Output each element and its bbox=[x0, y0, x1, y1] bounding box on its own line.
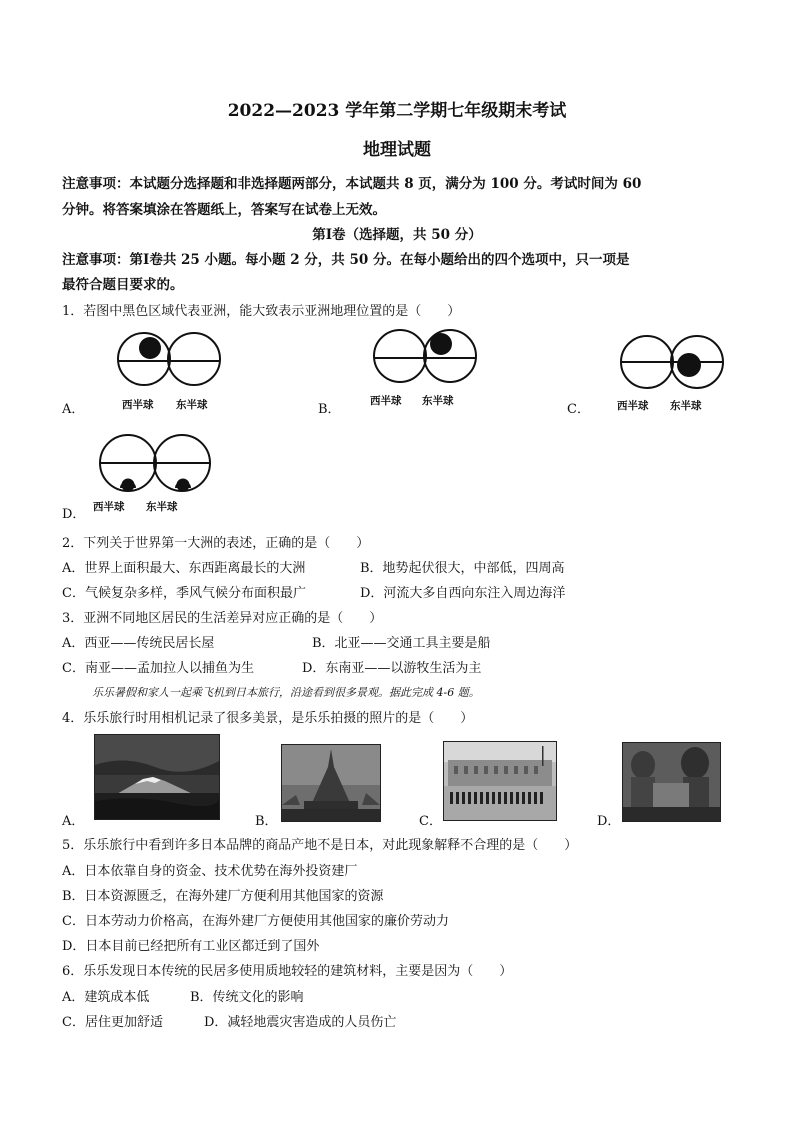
globe-label-east: 东半球 bbox=[176, 399, 208, 411]
q2-option-b: B．地势起伏很大，中部低，四周高 bbox=[360, 561, 565, 576]
q2-option-a: A．世界上面积最大、东西距离最长的大洲 bbox=[62, 561, 306, 576]
photo-mount-fuji bbox=[94, 734, 220, 820]
q3-option-d: D．东南亚——以游牧生活为主 bbox=[302, 661, 482, 676]
q6-stem: 6．乐乐发现日本传统的民居多使用质地较轻的建筑材料，主要是因为（ ） bbox=[62, 964, 513, 979]
globe-label-east: 东半球 bbox=[670, 400, 702, 412]
globe-pair-d bbox=[99, 432, 211, 494]
globe-pair-b bbox=[373, 327, 479, 385]
globe-label-east: 东半球 bbox=[146, 501, 178, 513]
q4-stem: 4．乐乐旅行时用相机记录了很多美景，是乐乐拍摄的照片的是（ ） bbox=[62, 711, 474, 726]
globe-label-east: 东半球 bbox=[422, 395, 454, 407]
photo-palace-guards bbox=[443, 741, 557, 821]
q2-option-c: C．气候复杂多样，季风气候分布面积最广 bbox=[62, 586, 306, 601]
section-note-2: 最符合题目要求的。 bbox=[62, 277, 184, 293]
exam-subtitle: 地理试题 bbox=[363, 140, 431, 160]
q6-option-b: B．传统文化的影响 bbox=[190, 990, 304, 1005]
q2-option-d: D．河流大多自西向东注入周边海洋 bbox=[360, 586, 566, 601]
q5-stem: 5．乐乐旅行中看到许多日本品牌的商品产地不是日本，对此现象解释不合理的是（ ） bbox=[62, 838, 578, 853]
exam-title: 2022—2023 学年第二学期七年级期末考试 bbox=[227, 101, 567, 121]
q3-option-b: B．北亚——交通工具主要是船 bbox=[312, 636, 491, 651]
globe-pair-c bbox=[620, 333, 726, 391]
q1-option-a-label: A． bbox=[62, 402, 85, 417]
q4-option-a-label: A． bbox=[62, 814, 85, 829]
q1-option-d-label: D． bbox=[62, 507, 86, 522]
q3-option-a: A．西亚——传统民居长屋 bbox=[62, 636, 215, 651]
q6-option-d: D．减轻地震灾害造成的人员伤亡 bbox=[204, 1015, 397, 1030]
q1-option-b-label: B． bbox=[318, 402, 341, 417]
q5-option-a: A．日本依靠自身的资金、技术优势在海外投资建厂 bbox=[62, 864, 358, 879]
q6-option-c: C．居住更加舒适 bbox=[62, 1015, 163, 1030]
globe-label-west: 西半球 bbox=[617, 400, 649, 412]
q5-option-d: D．日本目前已经把所有工业区都迁到了国外 bbox=[62, 939, 320, 954]
section-title: 第Ⅰ卷（选择题，共 50 分） bbox=[312, 227, 482, 243]
globe-label-west: 西半球 bbox=[370, 395, 402, 407]
q1-option-c-label: C． bbox=[567, 402, 590, 417]
q4-option-c-label: C． bbox=[419, 814, 442, 829]
photo-pagoda bbox=[281, 744, 381, 822]
context-text: 乐乐暑假和家人一起乘飞机到日本旅行，沿途看到很多景观。据此完成 4-6 题。 bbox=[92, 686, 480, 699]
q5-option-c: C．日本劳动力价格高，在海外建厂方便使用其他国家的廉价劳动力 bbox=[62, 914, 449, 929]
notice-line-1: 注意事项：本试题分选择题和非选择题两部分，本试题共 8 页，满分为 100 分。考试时间为 60 bbox=[62, 176, 642, 192]
section-note-1: 注意事项：第Ⅰ卷共 25 小题。每小题 2 分，共 50 分。在每小题给出的四个选项中，只一项是 bbox=[62, 252, 630, 268]
q2-stem: 2．下列关于世界第一大洲的表述，正确的是（ ） bbox=[62, 536, 370, 551]
globe-label-west: 西半球 bbox=[93, 501, 125, 513]
globe-label-west: 西半球 bbox=[122, 399, 154, 411]
q5-option-b: B．日本资源匮乏，在海外建厂方便利用其他国家的资源 bbox=[62, 889, 384, 904]
q3-stem: 3．亚洲不同地区居民的生活差异对应正确的是（ ） bbox=[62, 611, 383, 626]
q4-option-d-label: D． bbox=[597, 814, 621, 829]
q4-option-b-label: B． bbox=[255, 814, 278, 829]
q3-option-c: C．南亚——孟加拉人以捕鱼为生 bbox=[62, 661, 254, 676]
q1-stem: 1．若图中黑色区域代表亚洲，能大致表示亚洲地理位置的是（ ） bbox=[62, 304, 461, 319]
globe-pair-a bbox=[117, 330, 223, 388]
notice-line-2: 分钟。将答案填涂在答题纸上，答案写在试卷上无效。 bbox=[62, 202, 386, 218]
photo-stone-relief bbox=[622, 742, 721, 822]
q6-option-a: A．建筑成本低 bbox=[62, 990, 150, 1005]
